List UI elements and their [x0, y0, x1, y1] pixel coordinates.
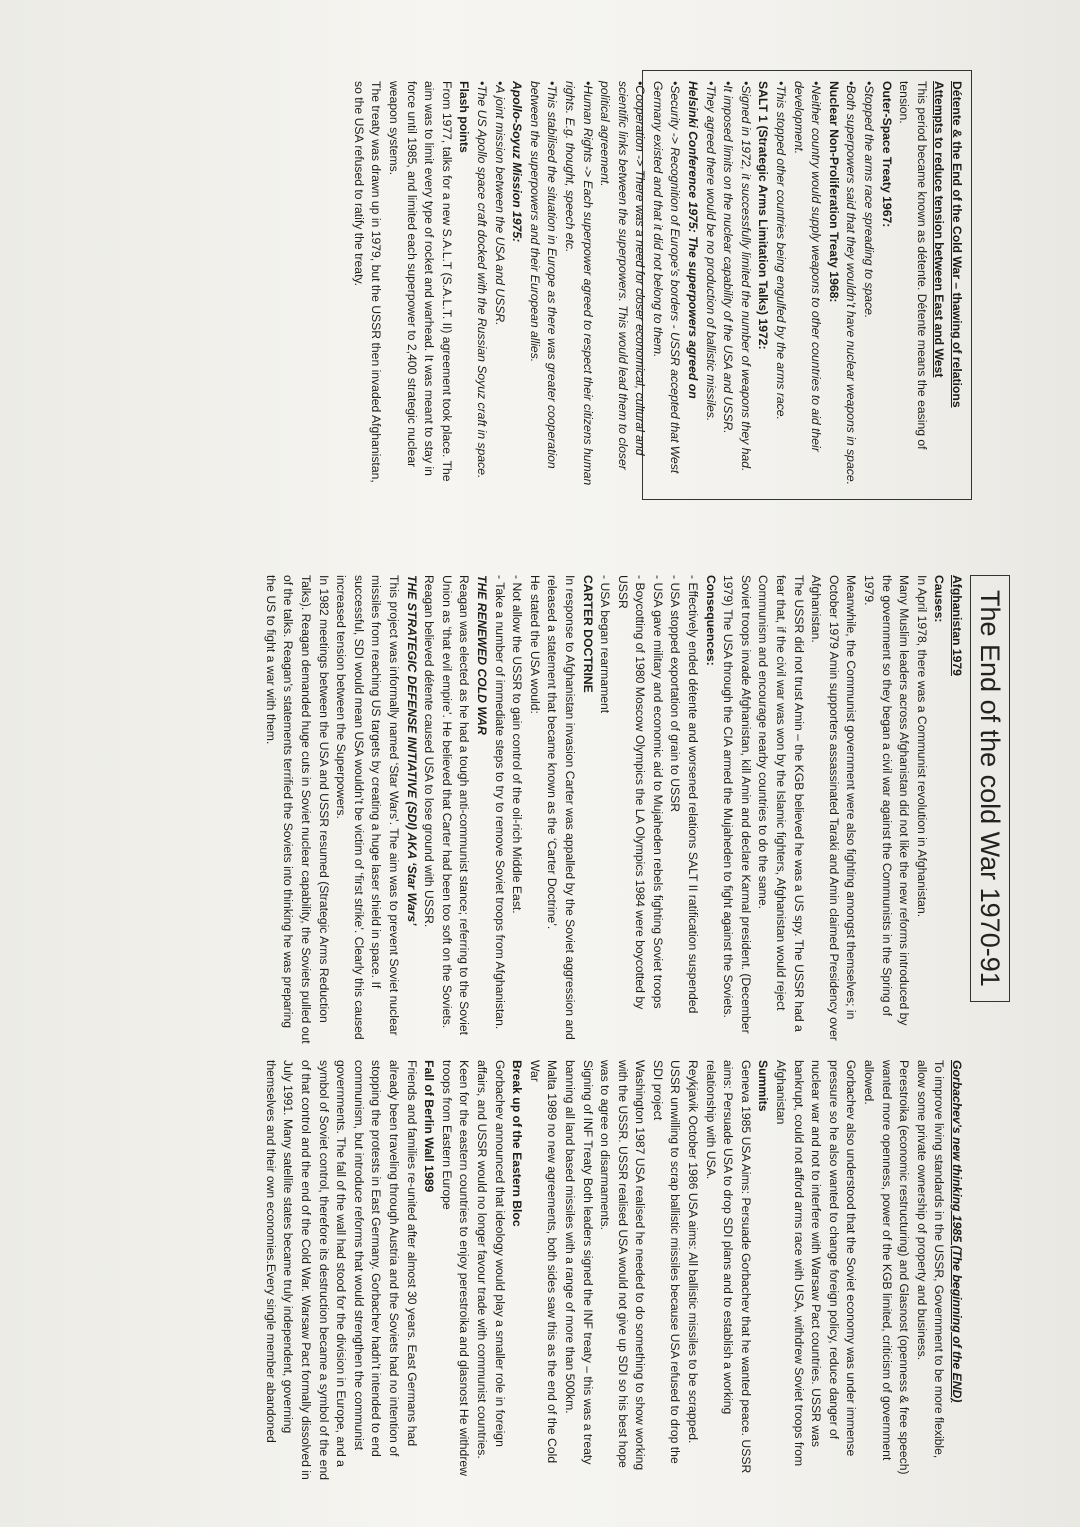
carter-doctrine-text: - Take a number of immediate steps to try to remove Soviet troops from Afghanistan.: [492, 575, 507, 1030]
consequences-label: Consequences:: [703, 575, 718, 666]
renewed-cold-war-title: THE RENEWED COLD WAR: [474, 575, 489, 735]
npt-point: •Neither country would supply weapons to other countries to aid their development.: [791, 81, 824, 452]
outer-space-point: •Both superpowers said that they wouldn’t have nuclear weapons in space.: [844, 81, 859, 485]
page-title: The End of the cold War 1970-91: [970, 575, 1010, 1002]
flash-points-text: From 1977, talks for a new S.A.L.T (S.A.L.T. II) agreement took place. The aim was to limit every type of rocket and warhead. It was meant to stay in force until 1985, and limited each superpower to 2,400 strategic nuclear weapon systems.: [387, 81, 454, 482]
summit-text: Geneva 1985 USA Aims: Persuade Gorbachev that he wanted peace. USSR aims: Persuade USA to drop SDI plans and to establish a working relationship with USA.: [703, 1060, 753, 1474]
outer-space-title: Outer-Space Treaty 1967:: [879, 81, 894, 228]
detente-intro: This period became known as détente. Détente means the easing of tension.: [897, 81, 929, 450]
detente-subheading: Attempts to reduce tension between East and West: [932, 81, 947, 378]
detente-heading: Détente & the End of the Cold War – thawing of relations: [950, 81, 964, 408]
summit-text: Signing of INF Treaty Both leaders signed the INF treaty – this was a treaty banning all land based missiles with a range of more than 500km.: [562, 1060, 595, 1465]
renewed-cold-war-text: Reagan was elected as he had a tough anti-communist stance; referring to the Soviet Union as ‘that evil empire’. He believed that Carter had been too soft on the Soviets. Reagan believed détente caused USA to lose ground with USSR.: [422, 575, 472, 1036]
consequence-item: - Effectively ended détente and worsened relations SALT II ratification suspended: [686, 575, 701, 1014]
gorbachev-text: Perestroika (economic restructuring) and Glasnost (openness & free speech) wanted more openness, power of the KGB limited, criticism of government allowed.: [862, 1060, 912, 1475]
causes-text: In April 1978, there was a Communist revolution in Afghanistan.: [914, 575, 929, 918]
berlin-wall-text: Friends and families re-united after almost 30 years. East Germans had already been traveling through Austria and the Soviets had no intention of stopping the protests in East Germany. Gorbachev hadn’t intended to end communism, but introduce reforms that would strengthen the communist governments. The fall of the wall had stood for the division in Europe, and a symbol of Soviet control, therefore its destruction became a symbol of the end of that control and the end of the Cold War. Warsaw Pact formally dissolved in July 1991. Many satellite states became truly independent, governing themselves and their own economies.Every single member abandoned: [263, 1060, 419, 1481]
salt-point: •Signed in 1972, it successfully limited the number of weapons they had.: [738, 81, 753, 472]
gorbachev-text: Gorbachev also understood that the Soviet economy was under immense pressure so he also wanted to change foreign policy, reduce danger of nuclear war and not to interfere with Warsaw Pact countries. USSR was bankrupt, could not afford arms race with USA, withdrew Soviet troops from Afghanistan: [774, 1060, 859, 1467]
consequence-item: - USA stopped exportation of grain to USSR: [668, 575, 683, 813]
summit-text: Reykjavik October 1986 USA aims: All ballistic missiles to be scrapped. USSR unwilling to scrap ballistic missiles because USA refused to drop the SDI project: [650, 1060, 701, 1464]
carter-doctrine-text: - Not allow the USSR to gain control of the oil-rich Middle East.: [510, 575, 525, 914]
summit-text: Washington 1987 USA realised he needed to do something to show working with the USSR. USSR realised USA would not give up SDI so his best hope was to agree on disarmaments.: [598, 1060, 648, 1471]
salt-point: •They agreed there would be no production of ballistic missiles.: [703, 81, 718, 422]
helsinki-point: •This stabilised the situation in Europe as there was greater cooperation between the superpowers and their European allies.: [527, 81, 560, 469]
afghanistan-column: [261, 575, 965, 1045]
sdi-title: THE STRATEGIC DEFENSE INITIATIVE (SDI) AKA ‘Star Wars’: [404, 575, 419, 926]
outer-space-point: •Stopped the arms race spreading to space.: [862, 81, 877, 319]
apollo-title: Apollo-Soyuz Mission 1975:: [510, 81, 525, 243]
helsinki-point: •Security -> Recognition of Europe’s borders - USSR accepted that West Germany existed and that it did not belong to them.: [650, 81, 683, 474]
apollo-point: •A joint mission between the USA and USSR.: [492, 81, 507, 326]
consequence-item: - Boycotting of 1980 Moscow Olympics the LA Olympics 1984 were boycotted by USSR: [615, 575, 648, 1010]
carter-doctrine-text: He stated the USA would:: [527, 575, 542, 714]
eastern-bloc-text: Gorbachev announced that ideology would play a smaller role in foreign affairs, and USSR would no longer favour trade with communist countries. Keen for the eastern countries to enjoy perestroika and glasnost He withdrew troops from Eastern Europe: [439, 1060, 507, 1476]
consequence-item: - USA began rearmament: [598, 575, 613, 714]
consequence-item: - USA gave military and economic aid to Mujaheden rebels fighting Soviet troops: [650, 575, 665, 1009]
sdi-text: In 1982 meetings between the USA and USSR resumed (Strategic Arms Reduction Talks). Reagan demanded huge cuts in Soviet nuclear capability, the Soviets pulled out of the talks. Reagan’s statements terrified the Soviets into thinking he was preparing the US to fight a war with them.: [263, 575, 331, 1044]
berlin-wall-title: Fall of Berlin Wall 1989: [422, 1060, 437, 1193]
gorbachev-heading: Gorbachev’s new thinking 1985 (The beginning of the END): [950, 1060, 964, 1403]
helsinki-point: •Human Rights -> Each superpower agreed to respect their citizens human rights. E.g. thought, speech etc.: [562, 81, 595, 486]
salt-title: SALT 1 (Strategic Arms Limitation Talks) 1972:: [756, 81, 771, 350]
flash-points-text: The treaty was drawn up in 1979, but the USSR then invaded Afghanistan, so the USA refused to ratify the treaty.: [351, 81, 384, 483]
causes-label: Causes:: [932, 575, 947, 623]
helsinki-point: •Cooperation -> There was a need for closer economical, cultural and scientific links between the superpowers. This would lead them to closer political agreement.: [598, 81, 648, 470]
rotated-revision-sheet: [20, 20, 1060, 1500]
carter-doctrine-title: CARTER DOCTRINE: [580, 575, 595, 693]
carter-doctrine-text: In response to Afghanistan invasion Carter was appalled by the Soviet aggression and released a statement that became known as the ‘Carter Doctrine’.: [545, 575, 577, 1040]
afghanistan-heading: Afghanistan 1979: [950, 575, 964, 676]
helsinki-title: Helsinki Conference 1975: The superpowers agreed on: [686, 81, 701, 399]
causes-text: The USSR did not trust Amin – the KGB believed he was a US spy. The USSR had a fear that, if the civil war was won by the Islamic fighters, Afghanistan would reject Communism and encourage nearby countries to do the same.: [756, 575, 806, 1032]
flash-points-title: Flash points: [457, 81, 472, 153]
causes-text: Meanwhile, the Communist government were also fighting amongst themselves; in October 1979 Amin supporters assassinated Taraki and Amin claimed Presidency over Afghanistan.: [809, 575, 859, 1041]
causes-text: Many Muslim leaders across Afghanistan did not like the new reforms introduced by the government so they began a civil war against the Communists in the Spring of 1979.: [862, 575, 912, 1026]
gorbachev-text: To improve living standards in the USSR, Government to be more flexible, allow some private ownership of property and business.: [914, 1060, 947, 1459]
apollo-point: •The US Apollo space craft docked with the Russian Soyuz craft in space.: [474, 81, 489, 479]
gorbachev-column: [261, 1060, 965, 1480]
causes-text: Soviet troops invade Afghanistan, kill Amin and declare Karmal president. (December 1979) The USA through the CIA armed the Mujaheden to fight against the Soviets.: [721, 575, 753, 1034]
salt-point: •It imposed limits on the nuclear capability of the USA and USSR.: [721, 81, 736, 434]
summit-text: Malta 1989 no new agreements, both sides saw this as the end of the Cold War: [527, 1060, 560, 1464]
sdi-text: This project was informally named ‘Star Wars’. The aim was to prevent Soviet nuclear missiles from reaching US targets by creating a huge laser shield in space. If successful, SDI would mean USA wouldn’t be victim of ‘first strike’. Clearly this caused increased tension between the Superpowers.: [334, 575, 401, 1040]
detente-box: [351, 70, 972, 500]
summits-title: Summits: [756, 1060, 771, 1112]
npt-point: •This stopped other countries being engulfed by the arms race.: [774, 81, 789, 420]
eastern-bloc-title: Break up of the Eastern Bloc: [510, 1060, 525, 1227]
npt-title: Nuclear Non-Proliferation Treaty 1968:: [826, 81, 841, 303]
